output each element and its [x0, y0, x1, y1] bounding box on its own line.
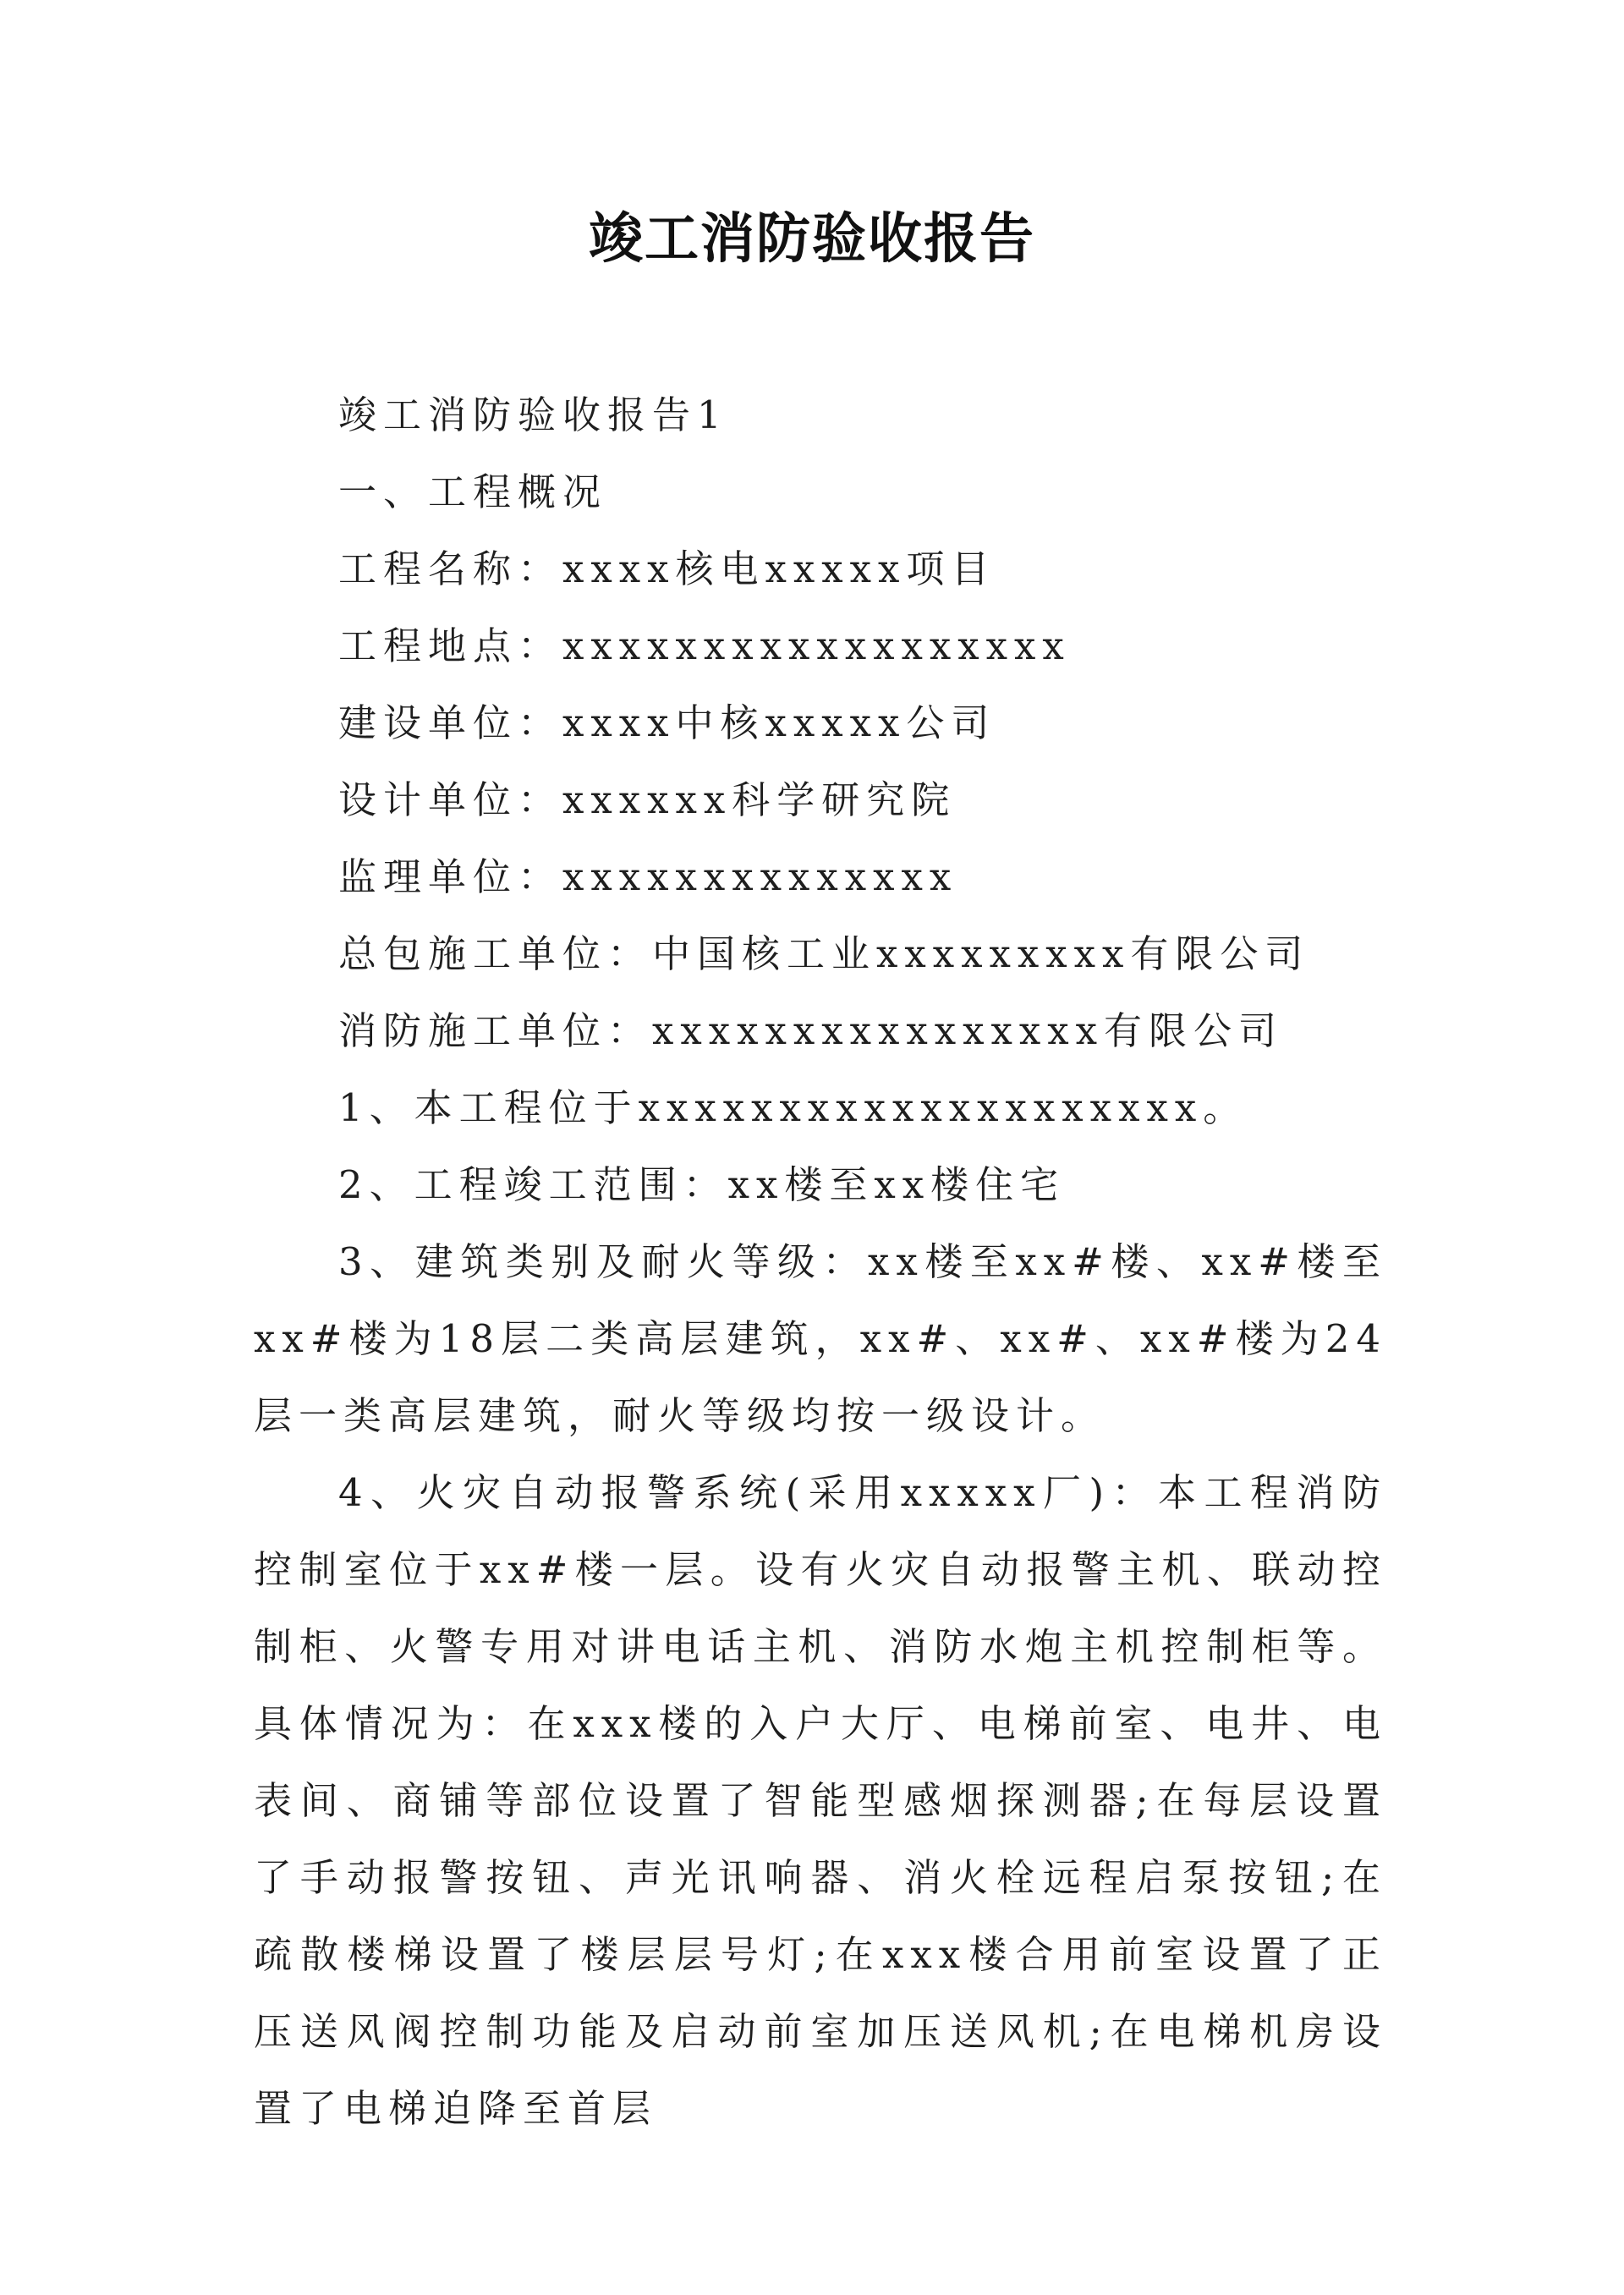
paragraph-item-3: 3、建筑类别及耐火等级：xx楼至xx#楼、xx#楼至xx#楼为18层二类高层建筑，xx#、xx#、xx#楼为24层一类高层建筑，耐火等级均按一级设计。 [254, 1239, 1387, 1438]
paragraph-item-4: 4、火灾自动报警系统(采用xxxxx厂)：本工程消防控制室位于xx#楼一层。设有火灾自动报警主机、联动控制柜、火警专用对讲电话主机、消防水炮主机控制柜等。具体情况为：在xxx楼的入户大厅、电梯前室、电井、电表间、商铺等部位设置了智能型感烟探测器;在每层设置了手动报警按钮、声光讯响器、消火栓远程启泵按钮;在疏散楼梯设置了楼层层号灯;在xxx楼合用前室设置了正压送风阀控制功能及启动前室加压送风机;在电梯机房设置了电梯迫降至首层 [254, 1470, 1387, 2131]
paragraph-report-heading: 竣工消防验收报告1 [338, 393, 728, 437]
paragraph-fire-contractor: 消防施工单位：xxxxxxxxxxxxxxxx有限公司 [338, 1008, 1284, 1053]
paragraph-design-unit: 设计单位：xxxxxx科学研究院 [338, 777, 957, 822]
paragraph-general-contractor: 总包施工单位：中国核工业xxxxxxxxx有限公司 [338, 931, 1310, 976]
paragraph-project-name: 工程名称：xxxx核电xxxxx项目 [338, 546, 996, 591]
paragraph-project-location: 工程地点：xxxxxxxxxxxxxxxxxx [338, 623, 1071, 668]
document-body [254, 376, 1387, 2147]
paragraph-item-2: 2、工程竣工范围：xx楼至xx楼住宅 [338, 1162, 1066, 1207]
paragraph-section-overview: 一、工程概况 [338, 469, 608, 514]
paragraph-construction-unit: 建设单位：xxxx中核xxxxx公司 [338, 700, 996, 745]
paragraph-supervision-unit: 监理单位：xxxxxxxxxxxxxx [338, 854, 958, 899]
document-title: 竣工消防验收报告 [589, 207, 1035, 271]
paragraph-item-1: 1、本工程位于xxxxxxxxxxxxxxxxxxxx。 [338, 1085, 1248, 1130]
